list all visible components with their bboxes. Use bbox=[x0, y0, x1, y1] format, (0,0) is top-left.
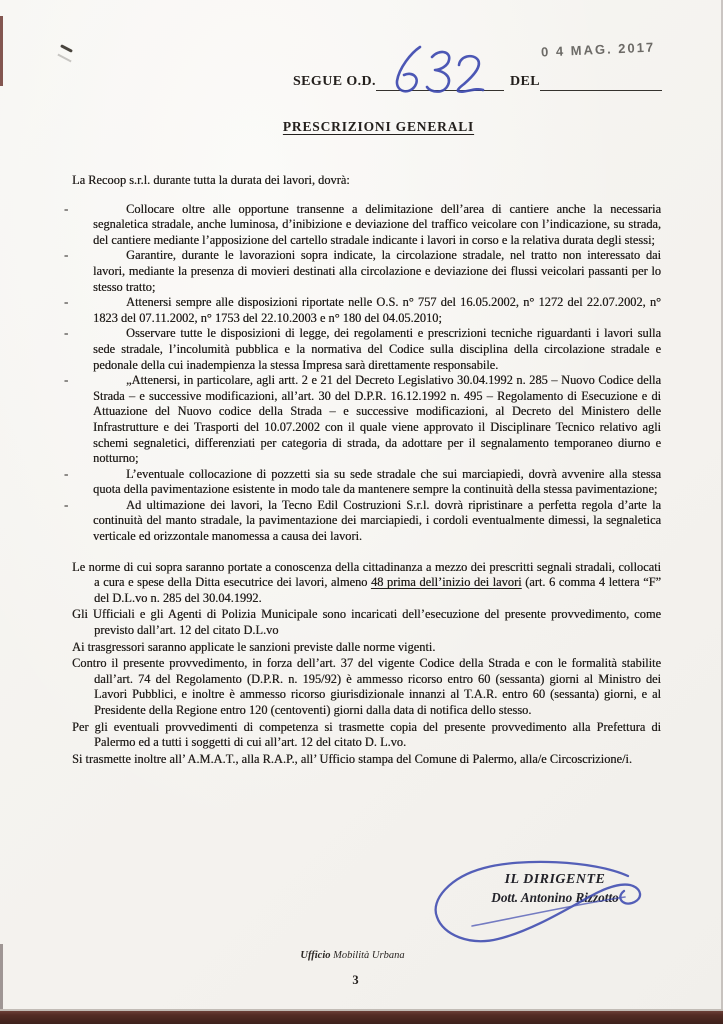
list-item-text: L’eventuale collocazione di pozzetti sia su sede stradale che sui marciapiedi, dovrà avvenire alla stessa quota della pavimentazione esistente in modo tale da mantenere sempre la continuità della stessa pavimentazione; bbox=[93, 466, 661, 497]
footer-office bbox=[0, 950, 714, 961]
list-item-text: Garantire, durante le lavorazioni sopra indicate, la circolazione stradale, nel tratto non interessato dai lavori, mediante la presenza di movieri destinati alla circolazione e deviazione dei flussi veicolari passanti per lo stesso tratto; bbox=[93, 248, 661, 294]
scan-edge-artifact bbox=[0, 16, 3, 86]
closing-text: Le norme di cui sopra saranno portate a conoscenza della cittadinanza a mezzo dei prescritti segnali stradali, collocati a cura e spese della Ditta esecutrice dei lavori, almeno bbox=[72, 559, 661, 590]
list-item bbox=[64, 326, 661, 373]
scan-bottom-band bbox=[0, 1011, 723, 1024]
closing-paragraph: Ai trasgressori saranno applicate le sanzioni previste dalle norme vigenti. bbox=[72, 639, 436, 654]
list-item-text: „Attenersi, in particolare, agli artt. 2 e 21 del Decreto Legislativo 30.04.1992 n. 285 – Nuovo Codice della Strada – e successive modificazioni, all’art. 30 del D.P.R. 16.12.1992 n. 495 – Regolamento di Esecuzione e di Attuazione del Nuovo codice della Strada – e successive modificazioni, al Decreto del Ministero delle Infrastrutture e dei Trasporti del 10.07.2002 con il quale viene approvato il Disciplinare Tecnico relativo agli schemi segnaletici, differenziati per categoria di strada, da adottare per il segnalamento temporaneo diurno e notturno; bbox=[93, 373, 661, 466]
list-item bbox=[64, 373, 661, 467]
bullet-dash: - bbox=[64, 373, 69, 388]
closing-paragraph bbox=[64, 560, 661, 607]
del-label: DEL bbox=[509, 74, 540, 89]
closing-paragraph: Si trasmette inoltre all’ A.M.A.T., alla R.A.P., all’ Ufficio stampa del Comune di Palermo, alla/e Circoscrizione/i. bbox=[72, 751, 632, 766]
intro-paragraph: La Recoop s.r.l. durante tutta la durata dei lavori, dovrà: bbox=[72, 173, 350, 187]
list-item-text: Ad ultimazione dei lavori, la Tecno Edil Costruzioni S.r.l. dovrà ripristinare a perfetta regola d’arte la continuità del manto stradale, la pavimentazione dei marciapiedi, i cordoli eventualmente dimessi, la segnaletica verticale ed orizzontale manomessa a causa dei lavori. bbox=[93, 497, 661, 544]
date-stamp: 0 4 MAG. 2017 bbox=[540, 39, 656, 60]
segue-od-label: SEGUE O.D. bbox=[293, 74, 376, 89]
closing-text: (art. 6 comma 4 lettera “F” del D.L.vo n. 285 del 30.04.1992. bbox=[94, 575, 661, 605]
footer-office-rest: Mobilità Urbana bbox=[330, 950, 405, 961]
order-number-blank bbox=[376, 72, 504, 91]
closing-paragraphs bbox=[64, 560, 661, 768]
list-item bbox=[64, 467, 661, 498]
order-header bbox=[293, 72, 662, 91]
bullet-dash: - bbox=[64, 201, 69, 216]
footer-office-bold: Ufficio bbox=[300, 950, 331, 961]
staple-mark bbox=[60, 44, 73, 53]
bullet-dash: - bbox=[64, 497, 69, 512]
list-item-text: Attenersi sempre alle disposizioni riportate nelle O.S. n° 757 del 16.05.2002, n° 1272 del 22.07.2002, n° 1823 del 07.11.2002, n° 1753 del 22.10.2003 e n° 180 del 04.05.2010; bbox=[93, 295, 661, 325]
list-item-text: Collocare oltre alle opportune transenne a delimitazione dell’area di cantiere anche la necessaria segnaletica stradale, anche luminosa, d’inibizione e deviazione del traffico veicolare con l’indicazione, su strada, del cantiere mediante l’apposizione del cartello stradale indicante i lavori in corso e la relativa durata degli stessi; bbox=[93, 201, 661, 247]
bullet-dash: - bbox=[64, 295, 69, 310]
signer-role: IL DIRIGENTE bbox=[504, 872, 606, 887]
document-body bbox=[64, 173, 661, 768]
staple-mark-echo bbox=[57, 54, 71, 63]
closing-paragraph: Contro il presente provvedimento, in forza dell’art. 37 del vigente Codice della Strada e con le formalità stabilite dall’art. 74 del Regolamento (D.P.R. n. 195/92) è ammesso ricorso entro 60 (sessanta) giorni al Ministro dei Lavori Pubblici, e inoltre è ammesso ricorso giurisdizionale innanzi al T.A.R. entro 60 (sessanta) giorni, e al Presidente della Regione entro 120 (centoventi) giorni dalla data di notifica dello stesso. bbox=[72, 656, 661, 717]
bullet-dash: - bbox=[64, 248, 69, 263]
signer-name: Dott. Antonino Rizzotto bbox=[491, 890, 619, 905]
list-item bbox=[64, 498, 661, 545]
list-item-text: Osservare tutte le disposizioni di legge, dei regolamenti e prescrizioni tecniche riguardanti i lavori sulla sede stradale, l’incolumità pubblica e la normativa del Codice sulla disciplina della circolazione stradale e pedonale della cui inadempienza la stessa Impresa sarà direttamente responsabile. bbox=[93, 326, 661, 372]
list-item bbox=[64, 202, 661, 249]
signature-block bbox=[455, 872, 655, 906]
handwritten-order-number bbox=[384, 44, 496, 96]
list-item bbox=[64, 295, 661, 326]
page-number: 3 bbox=[352, 973, 359, 987]
list-item bbox=[64, 248, 661, 295]
closing-paragraph: Per gli eventuali provvedimenti di competenza si trasmette copia del presente provvedimento alla Prefettura di Palermo ed a tutti i soggetti di cui all’art. 12 del citato D. L.vo. bbox=[72, 719, 661, 750]
closing-paragraph: Gli Ufficiali e gli Agenti di Polizia Municipale sono incaricati dell’esecuzione del presente provvedimento, come previsto dall’art. 12 del citato D.L.vo bbox=[72, 607, 661, 638]
document-title: PRESCRIZIONI GENERALI bbox=[282, 119, 475, 134]
bullet-dash: - bbox=[64, 466, 69, 481]
date-blank bbox=[540, 72, 662, 91]
bullet-dash: - bbox=[64, 326, 69, 341]
underlined-deadline-text: 48 prima dell’inizio dei lavori bbox=[370, 575, 522, 590]
